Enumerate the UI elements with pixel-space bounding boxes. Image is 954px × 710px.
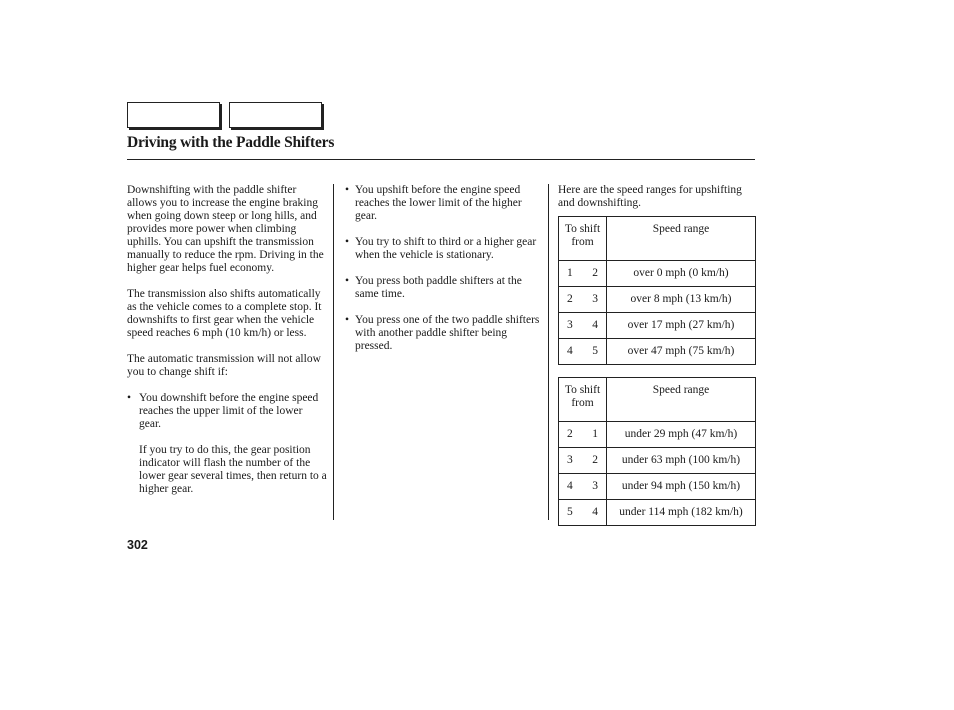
table-row bbox=[559, 500, 756, 526]
gear-from: 2 bbox=[567, 428, 573, 440]
table-row bbox=[559, 261, 756, 287]
gear-from: 2 bbox=[567, 293, 573, 305]
table-header-row bbox=[559, 378, 756, 422]
header-shift-from: To shift from bbox=[559, 217, 607, 261]
gear-cell bbox=[559, 313, 607, 339]
bullet-icon: • bbox=[345, 184, 350, 196]
speed-range-cell: over 8 mph (13 km/h) bbox=[607, 287, 756, 313]
gear-to: 3 bbox=[592, 293, 598, 305]
gear-cell bbox=[559, 339, 607, 365]
speed-range-cell: over 47 mph (75 km/h) bbox=[607, 339, 756, 365]
bullet-icon: • bbox=[127, 392, 132, 404]
bullet-text: You downshift before the engine speed reaches the upper limit of the lower gear. bbox=[139, 392, 319, 430]
paragraph-speed-intro: Here are the speed ranges for upshifting and downshifting. bbox=[558, 184, 742, 209]
bullet-text: You press one of the two paddle shifters with another paddle shifter being pressed. bbox=[355, 314, 540, 352]
table-row bbox=[559, 339, 756, 365]
speed-range-cell: over 0 mph (0 km/h) bbox=[607, 261, 756, 287]
upshift-table bbox=[558, 216, 756, 365]
list-item bbox=[127, 392, 327, 431]
header-speed-range: Speed range bbox=[607, 217, 756, 261]
column-3 bbox=[558, 184, 758, 526]
gear-to: 4 bbox=[592, 506, 598, 518]
bullet-text: You try to shift to third or a higher gear when the vehicle is stationary. bbox=[355, 236, 537, 261]
gear-to: 4 bbox=[592, 319, 598, 331]
header-shift-from: To shift from bbox=[559, 378, 607, 422]
gear-cell bbox=[559, 261, 607, 287]
speed-range-cell: under 63 mph (100 km/h) bbox=[607, 448, 756, 474]
gear-cell bbox=[559, 422, 607, 448]
gear-cell bbox=[559, 287, 607, 313]
list-item bbox=[345, 236, 545, 262]
bullet-icon: • bbox=[345, 275, 350, 287]
speed-range-cell: under 94 mph (150 km/h) bbox=[607, 474, 756, 500]
bullet-icon: • bbox=[345, 314, 350, 326]
bullet-text: You press both paddle shifters at the same time. bbox=[355, 275, 522, 300]
gear-cell bbox=[559, 448, 607, 474]
gear-to: 1 bbox=[592, 428, 598, 440]
gear-cell bbox=[559, 474, 607, 500]
gear-to: 2 bbox=[592, 267, 598, 279]
list-item bbox=[345, 275, 545, 301]
gear-to: 3 bbox=[592, 480, 598, 492]
table-row bbox=[559, 422, 756, 448]
paragraph-downshifting: Downshifting with the paddle shifter allows you to increase the engine braking when going down steep or long hills, and provides more power when climbing uphills. You can upshift the transmission manually to reduce the rpm. Driving in the higher gear helps fuel economy. bbox=[127, 184, 324, 274]
speed-range-cell: under 114 mph (182 km/h) bbox=[607, 500, 756, 526]
table-header-row bbox=[559, 217, 756, 261]
gear-from: 1 bbox=[567, 267, 573, 279]
bullet-text: You upshift before the engine speed reaches the lower limit of the higher gear. bbox=[355, 184, 522, 222]
table-row bbox=[559, 448, 756, 474]
table-row bbox=[559, 313, 756, 339]
title-divider bbox=[127, 159, 755, 160]
bullet-subtext: If you try to do this, the gear position indicator will flash the number of the lower gear several times, then return to a higher gear. bbox=[139, 444, 327, 495]
gear-from: 4 bbox=[567, 480, 573, 492]
list-item bbox=[345, 184, 545, 223]
header-speed-range: Speed range bbox=[607, 378, 756, 422]
gear-from: 5 bbox=[567, 506, 573, 518]
page-number: 302 bbox=[127, 538, 148, 552]
speed-range-cell: over 17 mph (27 km/h) bbox=[607, 313, 756, 339]
column-divider bbox=[333, 184, 334, 520]
column-2 bbox=[345, 184, 545, 366]
nav-tab-left[interactable] bbox=[127, 102, 220, 128]
gear-to: 5 bbox=[592, 345, 598, 357]
gear-from: 4 bbox=[567, 345, 573, 357]
gear-to: 2 bbox=[592, 454, 598, 466]
gear-from: 3 bbox=[567, 454, 573, 466]
table-row bbox=[559, 474, 756, 500]
gear-cell bbox=[559, 500, 607, 526]
page-title: Driving with the Paddle Shifters bbox=[127, 134, 335, 151]
gear-from: 3 bbox=[567, 319, 573, 331]
paragraph-auto-shift: The transmission also shifts automatically as the vehicle comes to a complete stop. It downshifts to first gear when the vehicle speed reaches 6 mph (10 km/h) or less. bbox=[127, 288, 322, 339]
column-divider bbox=[548, 184, 549, 520]
list-item bbox=[345, 314, 545, 353]
paragraph-restrictions: The automatic transmission will not allow you to change shift if: bbox=[127, 353, 321, 378]
nav-tab-right[interactable] bbox=[229, 102, 322, 128]
table-row bbox=[559, 287, 756, 313]
bullet-icon: • bbox=[345, 236, 350, 248]
downshift-table bbox=[558, 377, 756, 526]
column-1 bbox=[127, 184, 327, 496]
speed-range-cell: under 29 mph (47 km/h) bbox=[607, 422, 756, 448]
